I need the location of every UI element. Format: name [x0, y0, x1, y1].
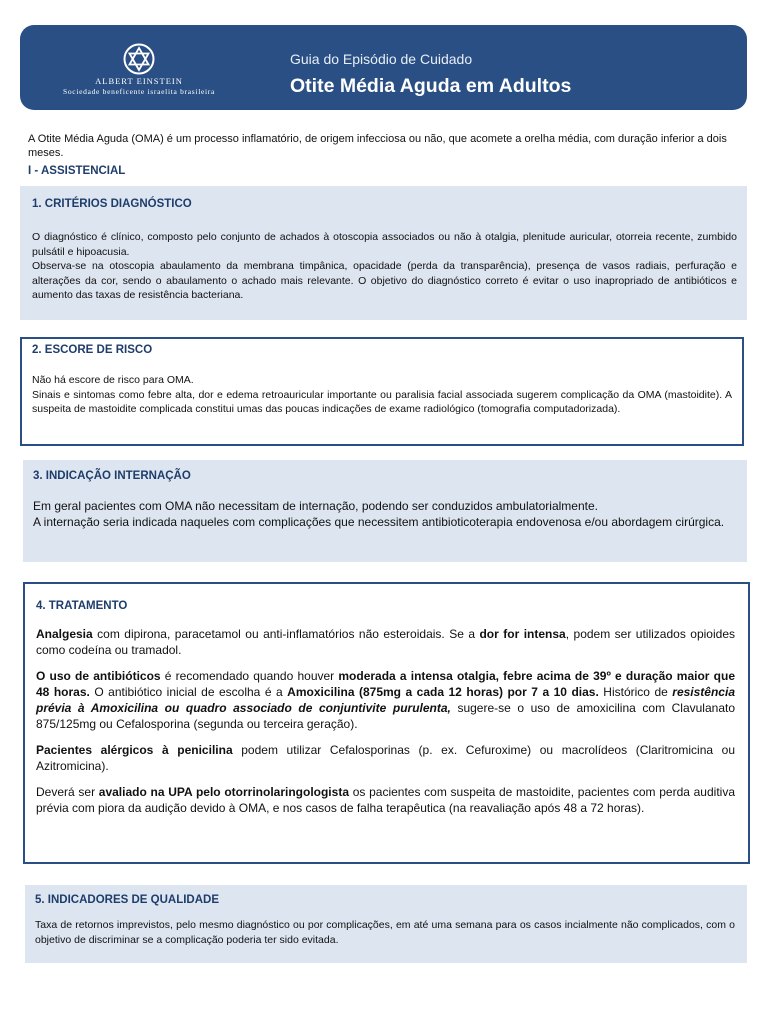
logo: [32, 43, 246, 103]
section-label: I - ASSISTENCIAL: [28, 165, 126, 177]
guide-subtitle: Guia do Episódio de Cuidado: [290, 51, 473, 67]
paragraph: Taxa de retornos imprevistos, pelo mesmo diagnóstico ou por complicações, em até uma semana para os casos incialmente não complicados, com o objetivo de discriminar se a complicação poderia ter sido evitada.: [35, 919, 735, 946]
paragraph: Não há escore de risco para OMA.: [32, 374, 194, 386]
page-title: Otite Média Aguda em Adultos: [290, 75, 572, 97]
section-hospitalization: [23, 460, 747, 562]
paragraph: O diagnóstico é clínico, composto pelo conjunto de achados à otoscopia associados ou não à otalgia, plenitude auricular, otorreia recente, zumbido pulsátil e hipoacusia.: [32, 231, 737, 258]
paragraph: A internação seria indicada naqueles com complicações que necessitem antibioticoterapia endovenosa e/ou abordagem cirúrgica.: [33, 515, 725, 529]
paragraph-referral: Deverá ser avaliado na UPA pelo otorrinolaringologista os pacientes com suspeita de mastoidite, pacientes com perda auditiva prévia com piora da audição devido à OMA, e nos casos de falha terapêutica (na reavaliação após 48 a 72 horas).: [36, 785, 735, 815]
header-banner: [20, 25, 747, 110]
intro-paragraph: A Otite Média Aguda (OMA) é um processo inflamatório, de origem infecciosa ou não, que acomete a orelha média, com duração inferior a dois meses.: [28, 133, 727, 159]
paragraph: Em geral pacientes com OMA não necessitam de internação, podendo ser conduzidos ambulatorialmente.: [33, 499, 598, 513]
section-title: 3. INDICAÇÃO INTERNAÇÃO: [33, 470, 191, 482]
paragraph: Observa-se na otoscopia abaulamento da membrana timpânica, opacidade (perda da transparência), presença de vasos radiais, perfuração e alterações da cor, sendo o abaulamento o achado mais relevante. O objetivo do diagnóstico correto é evitar o uso inapropriado de antibióticos e aumento das taxas de resistência bacteriana.: [32, 260, 737, 301]
section-risk-score: [20, 337, 744, 446]
section-title: 4. TRATAMENTO: [36, 600, 128, 612]
star-of-david-logo-icon: [123, 43, 155, 75]
section-diagnostic-criteria: [20, 186, 747, 320]
section-title: 5. INDICADORES DE QUALIDADE: [35, 894, 220, 906]
paragraph-allergy: Pacientes alérgicos à penicilina podem utilizar Cefalosporinas (p. ex. Cefuroxime) ou macrolídeos (Claritromicina ou Azitromicina).: [36, 743, 736, 773]
section-quality-indicators: [25, 885, 747, 963]
paragraph: Sinais e sintomas como febre alta, dor e edema retroauricular importante ou paralisia facial associada sugerem complicação da OMA (mastoidite). A suspeita de mastoidite complicada constitui umas das poucas indicações de exame radiológico (tomografia computadorizada).: [32, 388, 732, 415]
section-title: 2. ESCORE DE RISCO: [32, 344, 153, 356]
paragraph-antibiotics: O uso de antibióticos é recomendado quando houver moderada a intensa otalgia, febre acima de 39º e duração maior que 48 horas. O antibiótico inicial de escolha é a Amoxicilina (875mg a cada 12 horas) por 7 a 10 dias. Histórico de resistência prévia à Amoxicilina ou quadro associado de conjuntivite purulenta, sugere-se o uso de amoxicilina com Clavulanato 875/125mg ou Cefalosporina (segunda ou terceira geração).: [36, 669, 736, 731]
section-title: 1. CRITÉRIOS DIAGNÓSTICO: [32, 198, 192, 210]
logo-name: ALBERT EINSTEIN: [95, 76, 183, 86]
logo-subtitle: Sociedade beneficente israelita brasileira: [62, 87, 216, 96]
section-treatment: [23, 582, 750, 864]
paragraph-analgesia: Analgesia com dipirona, paracetamol ou anti-inflamatórios não esteroidais. Se a dor for intensa, podem ser utilizados opioides como codeína ou tramadol.: [36, 627, 735, 657]
